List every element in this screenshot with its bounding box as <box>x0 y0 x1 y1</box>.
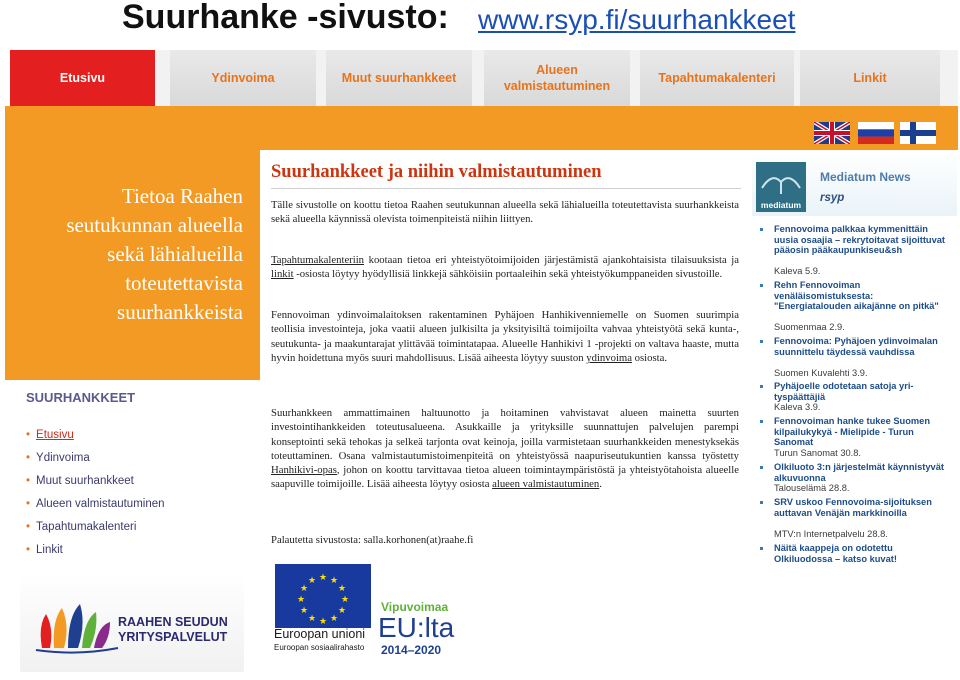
news-headline[interactable]: Fennovoima palkkaa kymmenittäin uusia osaajia – rekrytoitavat sijoittuvat pääosin pääkaupunkiseu&sh <box>774 224 946 256</box>
news-headline[interactable]: SRV uskoo Fennovoima-sijoituksen auttavan Venäjän markkinoilla <box>774 497 932 518</box>
news-headline[interactable]: Näitä kaappeja on odotettu Olkiluodossa – katso kuvat! <box>774 543 897 564</box>
raahe-logo <box>20 572 244 672</box>
svg-text:★: ★ <box>329 614 339 624</box>
sidebar-item-ydinvoima[interactable] <box>26 452 90 464</box>
sails-icon <box>32 590 122 660</box>
paragraph-text: . <box>599 478 602 491</box>
sidebar-item-tapahtumakalenteri[interactable] <box>26 521 136 533</box>
main-content <box>262 150 752 570</box>
eu-flag-icon <box>275 564 371 628</box>
hanhikivi-opas-link[interactable]: Hanhikivi-opas <box>271 464 337 477</box>
news-subtitle: rsyp <box>820 192 845 204</box>
bullet-icon <box>760 340 763 343</box>
nav-tab-label: Etusivu <box>59 71 106 85</box>
svg-text:★: ★ <box>340 595 350 605</box>
paragraph-preparation <box>271 406 739 492</box>
news-source: MTV:n Internetpalvelu 28.8. <box>774 529 888 539</box>
bullet-icon <box>760 420 763 423</box>
bullet-icon: • <box>26 475 31 487</box>
top-navigation <box>10 50 958 106</box>
bullet-icon: • <box>26 498 31 510</box>
finland-flag-icon[interactable] <box>900 122 936 144</box>
news-source: Suomenmaa 2.9. <box>774 322 845 332</box>
bullet-icon <box>760 547 763 550</box>
sidebar-item-linkit[interactable] <box>26 544 63 556</box>
news-headline[interactable]: Fennovoiman hanke tukee Suomen kilpailukykyä - Mielipide - Turun Sanomat <box>774 416 931 448</box>
sidebar-item-label: Ydinvoima <box>36 452 90 464</box>
intro-heading: Tietoa Raahen seutukunnan alueella sekä lähialueilla toteutettavista suurhankkeista <box>66 184 243 324</box>
calendar-link[interactable]: Tapahtumakalenteriin <box>271 254 365 266</box>
intro-panel <box>5 150 260 380</box>
sidebar-item-etusivu[interactable] <box>26 429 74 441</box>
svg-text:★: ★ <box>318 573 328 583</box>
nav-tab-ydinvoima[interactable] <box>170 50 316 106</box>
nav-tab-tapahtumakalenteri[interactable] <box>640 50 794 106</box>
eu-name: Euroopan unioni <box>274 627 366 641</box>
sidebar-item-muut-suurhankkeet[interactable] <box>26 475 134 487</box>
eu-stars-icon <box>275 564 371 628</box>
svg-text:★: ★ <box>296 595 306 605</box>
paragraph-text: Suurhankkeen ammattimainen haltuunotto ja hoitaminen vahvistavat alueen mainetta suurten investointihankkeiden toteutusalueena. Asukkaille ja yrityksille suunnattujen palvelujen parempi konseptointi sekä tehokas ja selkeä tarjonta ovat keinoja, joilla varmistetaan suurhankkeiden menestyksekäs toteuttaminen. Osana valmistautumistoimenpiteitä on yhteistyössä naapuriseutukuntien kanssa työstetty <box>271 407 739 462</box>
slide-title <box>0 0 960 44</box>
svg-text:★: ★ <box>318 617 328 627</box>
sidebar-menu <box>18 381 260 571</box>
vipuvoimaa-title: Vipuvoimaa <box>381 600 449 614</box>
nav-tab-linkit[interactable] <box>800 50 940 106</box>
bullet-icon: • <box>26 521 31 533</box>
feedback-text: Palautetta sivustosta: salla.korhonen(at)raahe.fi <box>271 534 474 546</box>
nav-tab-label: Alueen valmistautuminen <box>503 63 611 93</box>
bullet-icon: • <box>26 429 31 441</box>
news-headline[interactable]: Rehn Fennovoiman venäläisomistuksesta: "Energiatalouden aikajänne on pitkä" <box>774 280 939 312</box>
bullet-icon <box>760 501 763 504</box>
svg-text:★: ★ <box>299 584 309 594</box>
sidebar-title: SUURHANKKEET <box>26 390 136 405</box>
heading-divider <box>271 188 741 189</box>
eu-fund-name: Euroopan sosiaalirahasto <box>274 643 365 652</box>
paragraph-fennovoima <box>271 308 739 365</box>
ydinvoima-link[interactable]: ydinvoima <box>586 351 632 364</box>
news-headline[interactable]: Olkiluoto 3:n järjestelmät käynnistyvät alkuvuonna <box>774 462 944 483</box>
nav-tab-label: Tapahtumakalenteri <box>658 71 776 85</box>
alueen-valmistautuminen-link[interactable]: alueen valmistautuminen <box>492 478 600 491</box>
news-headline[interactable]: Pyhäjoelle odotetaan satoja yri-tyspäättäjiä <box>774 381 914 402</box>
paragraph-intro: Tälle sivustolle on koottu tietoa Raahen seutukunnan alueella sekä lähialueilla toteutettavista suurhankkeista sekä alueella käynnissä olevista toimenpiteistä niihin liittyen. <box>271 199 739 226</box>
sidebar-item-label: Linkit <box>36 544 63 556</box>
svg-text:★: ★ <box>307 614 317 624</box>
svg-text:★: ★ <box>337 606 347 616</box>
vipuvoimaa-eu: EU:lta <box>378 612 455 643</box>
news-source: Turun Sanomat 30.8. <box>774 448 861 458</box>
paragraph-text: Fennovoiman ydinvoimalaitoksen rakentaminen Pyhäjoen Hanhikivenniemelle on Suomen suurimpia teollisia investointeja, joka vaatii alueen julkisilta ja yksityisiltä toimijoilta vahvaa yhteistyötä sekä kunta-, seutukunta- ja maakuntarajat ylittävää toimintatapaa. Alueelle Hanhikivi 1 -projekti on valtava haaste, mutta hyvin hoidettuna myös suuri mahdollisuus. Lisää aiheesta löytyy suuston <box>271 309 739 364</box>
paragraph-text: , johon on koottu tarvittavaa tietoa alueen toimintaympäristöstä ja yhteistyötahoista alueelle saapuville toimijoille. Lisää aiheesta löytyy osiosta <box>271 464 739 491</box>
news-title: Mediatum News <box>820 170 911 184</box>
paragraph-text: -osiosta löytyy hyödyllisiä linkkejä sähköisiin portaaleihin sekä yhteistyökumppaneiden sivustoille. <box>293 268 723 281</box>
news-headline[interactable]: Fennovoima: Pyhäjoen ydinvoimalan suunnittelu täydessä vauhdissa <box>774 336 938 357</box>
nav-tab-label: Ydinvoima <box>211 71 275 85</box>
bullet-icon: • <box>26 452 31 464</box>
nav-tab-muut-suurhankkeet[interactable] <box>326 50 472 106</box>
nav-tab-label: Linkit <box>853 71 887 85</box>
nav-tab-etusivu[interactable] <box>10 50 155 106</box>
raahe-logo-line1: RAAHEN SEUDUN <box>118 615 228 629</box>
bullet-icon <box>760 385 763 388</box>
news-source: Kaleva 3.9. <box>774 402 821 412</box>
vipuvoimaa-years: 2014–2020 <box>381 643 442 657</box>
slide-title-text: Suurhanke -sivusto: <box>122 0 449 36</box>
bullet-icon: • <box>26 544 31 556</box>
paragraph-text: kootaan tietoa eri yhteistyötoimijoiden järjestämistä ajankohtaisista tilaisuuksista ja <box>364 254 739 266</box>
sidebar-item-label: Muut suurhankkeet <box>36 475 134 487</box>
svg-text:★: ★ <box>337 584 347 594</box>
paragraph-text: osiosta. <box>631 351 668 364</box>
svg-text:★: ★ <box>299 606 309 616</box>
sidebar-item-label: Tapahtumakalenteri <box>36 521 137 533</box>
mediatum-logo[interactable] <box>756 162 806 212</box>
nav-tab-alueen-valmistautuminen[interactable] <box>484 50 630 106</box>
mediatum-logo-label: mediatum <box>760 200 802 210</box>
raahe-logo-line2: YRITYSPALVELUT <box>118 630 228 644</box>
svg-text:★: ★ <box>329 576 339 586</box>
news-panel <box>752 152 957 570</box>
news-source: Kaleva 5.9. <box>774 266 821 276</box>
page-title: Suurhankkeet ja niihin valmistautuminen <box>271 162 602 182</box>
bird-icon <box>756 162 806 200</box>
news-header <box>752 152 957 216</box>
svg-text:★: ★ <box>307 576 317 586</box>
paragraph-calendar <box>271 253 739 282</box>
nav-tab-label: Muut suurhankkeet <box>341 71 457 85</box>
news-source: Suomen Kuvalehti 3.9. <box>774 368 868 378</box>
links-link[interactable]: linkit <box>271 268 294 281</box>
sidebar-item-label: Etusivu <box>36 429 74 441</box>
sidebar-item-alueen-valmistautuminen[interactable] <box>26 498 165 510</box>
site-url-link[interactable]: www.rsyp.fi/suurhankkeet <box>478 4 796 35</box>
uk-flag-icon[interactable] <box>814 122 850 144</box>
bullet-icon <box>760 284 763 287</box>
bullet-icon <box>760 466 763 469</box>
sidebar-item-label: Alueen valmistautuminen <box>36 498 165 510</box>
news-source: Talouselämä 28.8. <box>774 483 850 493</box>
bullet-icon <box>760 228 763 231</box>
russia-flag-icon[interactable] <box>858 122 894 144</box>
